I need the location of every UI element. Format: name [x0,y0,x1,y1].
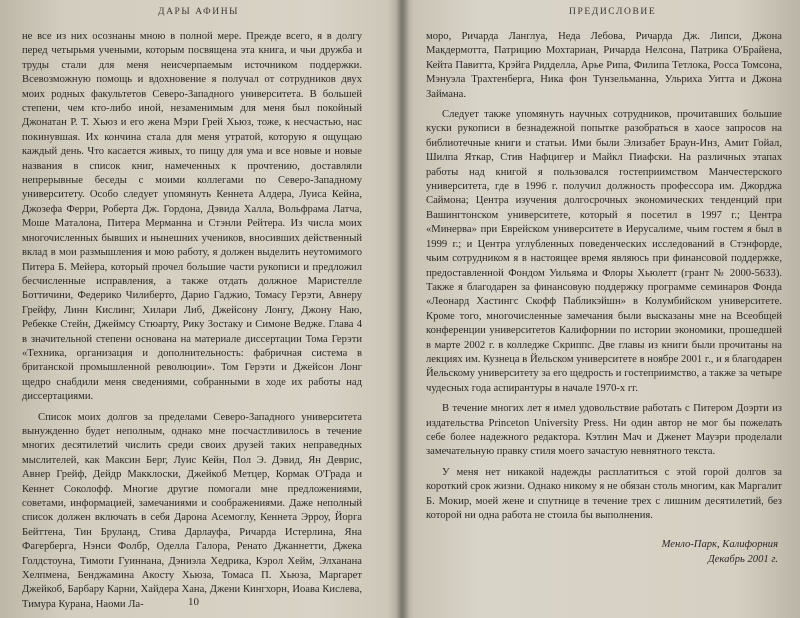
right-page [404,0,800,618]
signature-block [426,537,782,567]
left-text-column [22,30,362,612]
paragraph: моро, Ричарда Ланглуа, Неда Лебова, Ричарда Дж. Липси, Джона Макдермотта, Патрицию Мохтариан, Ричарда Нелсона, Патрика О'Брайена, Кейта Павитта, Крэйга Ридделла, Арье Рипа, Филипа Тетлока, Росса Томсона, Мэнуэла Трахтенберга, Ника фон Тунзельманна, Ульриха Уитта и Джона Займана. [426,31,782,100]
page-number: 10 [188,596,199,608]
running-header-right: ПРЕДИСЛОВИЕ [569,7,657,17]
right-text-column [426,30,782,567]
paragraph: У меня нет никакой надежды расплатиться с этой горой долгов за короткий срок жизни. Однако никому я не обязан столь многим, как Маргалит Б. Мокир, моей жене и спутнице в течение трех с лишним десятилетий, без которой ни одна работа не стоила бы выполнения. [426,466,782,521]
signature-date: Декабрь 2001 г. [707,554,778,566]
paragraph: не все из них осознаны мною в полной мере. Прежде всего, я в долгу перед четырьмя учеными, которым посвящена эта книга, и чьи дружба и труды стали для меня неисчерпаемым источником поддержки. Всевозможную помощь и вдохновение я получал от сотрудников двух моих родных факультетов Северо-Западного университета. В большей степени, чем кто-либо иной, незаменимым для меня был покойный Джонатан Р. Т. Хьюз и его жена Мэри Грей Хьюз, тоже, к несчастью, нас покинувшая. Их кончина стала для меня утратой, которую я ощущаю каждый день. Что касается живых, то пищу для ума и все новые и новые названия в список книг, намеченных к прочтению, доставляли непрерывные беседы с моими коллегами по Северо-Западному университету. Особо следует упомянуть Кеннета Алдера, Луиса Кейна, Джозефа Ферри, Роберта Дж. Гордона, Дэвида Халла, Вольфрама Латча, Моше Маталона, Питера Мерманна и Стэнли Рейтера. Из числа моих многочисленных бывших и нынешних учеников, вносивших действенный вклад в мои размышления и мою работу, я должен выделить неутомимого Питера Б. Мейера, который прочел большие части рукописи и предложил бесчисленные исправления, а также отдать должное Маристелле Боттичини, Федерико Чилиберто, Дарио Гаджио, Томасу Герэти, Авнеру Грейфу, Линн Кислинг, Хилари Либ, Джейсону Лонгу, Джону Наю, Ребекке Стейн, Джеймсу Стюарту, Рику Зостаку и Симоне Ведже. Глава 4 в значительной степени основана на материале диссертации Тома Герэти «Техника, организация и дополнительность: фабричная система в британской промышленной революции». Том Герэти и Джейсон Лонг щедро снабдили меня сведениями, собранными в ходе их работы над диссертациями. [22,31,362,403]
paragraph: Следует также упомянуть научных сотрудников, прочитавших большие куски рукописи в безнадежной попытке разобраться в хаосе запросов на библиотечные книги и статьи. Ими были Элизабет Браун-Инз, Амит Гойал, Шилпа Яткар, Стив Нафцигер и Майкл Пиафски. На различных этапах работы над книгой я пользовался гостеприимством Манчестерского университета, где в 1996 г. получил должность профессора им. Джорджа Саймона; Центра изучения долгосрочных экономических тенденций при Вашингтонском университете, который я посетил в 1997 г.; Центра «Минерва» при Еврейском университете в Иерусалиме, чьим гостем я был в 1999 г.; и Центра углубленных поведенческих исследований в Стэнфорде, чьим сотрудником я в настоящее время являюсь при финансовой поддержке, предоставленной Фондом Уильяма и Флоры Хьюлетт (грант № 2000-5633). Также я благодарен за финансовую поддержку программе семинаров Фонда «Леонард Хастингс Скофф Пабликэйшн» в Колумбийском университете. Кроме того, многочисленные замечания были высказаны мне на Всеобщей конференции университетов Калифорнии по истории экономики, прошедшей в марте 2002 г. в колледже Скриппс. Две главы из книги были прочитаны на лекциях им. Кузнеца в Йельском университете в ноябре 2001 г., и я благодарен Йельскому университету за его щедрость и гостеприимство, а также за четыре чудесных года аспирантуры в начале 1970-х гг. [426,109,782,394]
book-gutter [388,0,414,618]
paragraph: Список моих долгов за пределами Северо-Западного университета вынужденно будет неполным, однако мне посчастливилось в течение многих десятилетий числить среди своих друзей таких неправедных мыслителей, как Максин Берг, Луис Кейн, Пол Э. Дэвид, Ян Деврис, Авнер Грейф, Дейдр Макклоски, Джейкоб Метцер, Кормак О'Града и Кеннет Соколофф. Многие другие помогали мне предложениями, советами, информацией, замечаниями и соображениями. Даже неполный список должен включать в себя Дарона Асемоглу, Кеннета Эрроу, Йорга Бейттена, Тин Бруланд, Стива Дарлауфа, Ричарда Истерлина, Яна Фагерберга, Нэнси Фолбр, Оделла Галора, Ренато Джаннетти, Джека Голдстоуна, Тимоти Гуиннана, Дэниэла Хедрика, Кэрол Хейм, Элханана Хелпмена, Бенджамина Акосту Хьюза, Томаса П. Хьюза, Маргарет Джейкоб, Барбару Карни, Хайдера Хана, Джени Кингхорн, Иоава Кислева, Тимура Курана, Наоми Ла- [22,411,362,610]
signature-place: Менло-Парк, Калифорния [661,539,778,551]
running-header-left: ДАРЫ АФИНЫ [158,7,240,17]
paragraph: В течение многих лет я имел удовольствие работать с Питером Доэрти из издательства Princeton University Press. Ни один автор не мог бы пожелать себе более надежного редактора. Кэтлин Мач и Дженет Мауэри проделали замечательную правку стиля моего зачастую невнятного текста. [426,403,782,458]
